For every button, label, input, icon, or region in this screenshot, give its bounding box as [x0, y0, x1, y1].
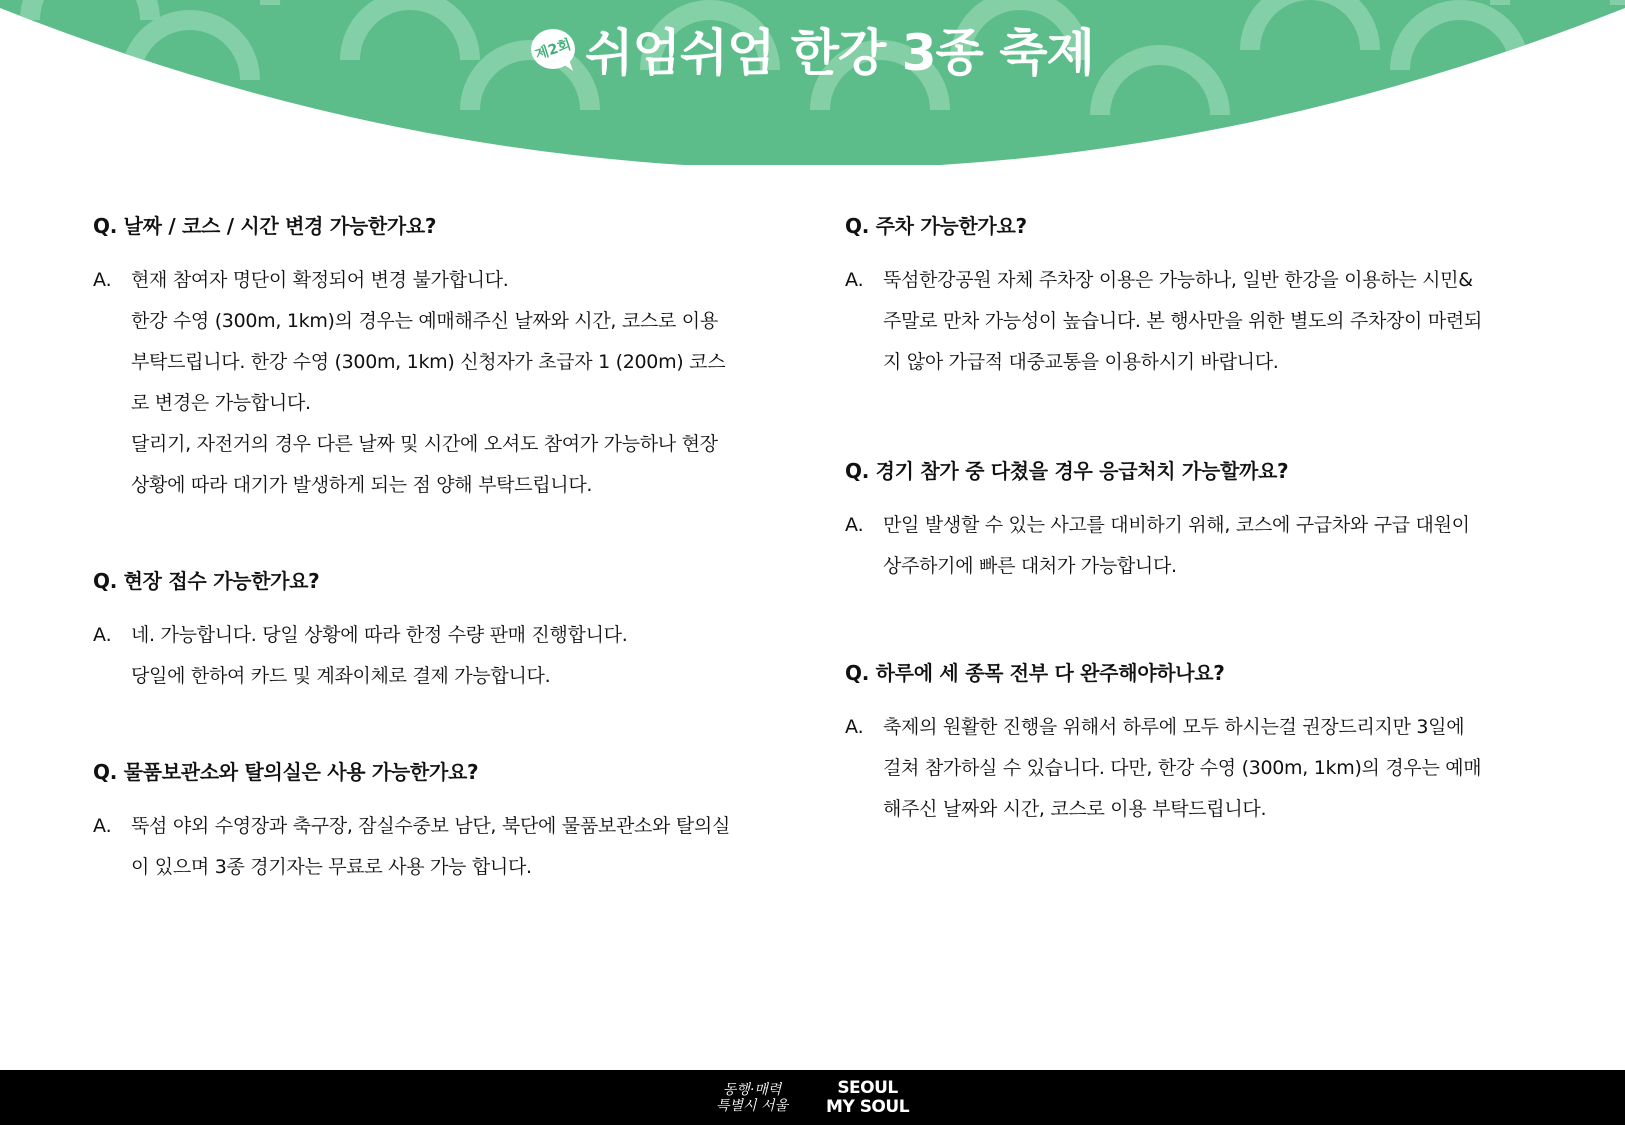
- faq-question: Q. 현장 접수 가능한가요?: [93, 569, 320, 593]
- answer-line: 로 변경은 가능합니다.: [131, 392, 311, 414]
- faq-item: [845, 659, 1545, 830]
- faq-item: [93, 567, 793, 697]
- seoul-slogan-line2: 특별시 서울: [715, 1097, 789, 1114]
- festival-title: [0, 14, 1625, 84]
- faq-answer: [93, 615, 793, 697]
- seoul-my-soul-line1: SEOUL: [837, 1077, 898, 1098]
- festival-title-text: 쉬엄쉬엄 한강 3종 축제: [585, 24, 1094, 82]
- faq-question: Q. 날짜 / 코스 / 시간 변경 가능한가요?: [93, 214, 437, 238]
- answer-line: 상주하기에 빠른 대처가 가능합니다.: [883, 555, 1177, 577]
- answer-line: 당일에 한하여 카드 및 계좌이체로 결제 가능합니다.: [131, 665, 551, 687]
- answer-line: 축제의 원활한 진행을 위해서 하루에 모두 하시는걸 권장드리지만 3일에: [883, 716, 1465, 738]
- seoul-my-soul-logo: [826, 1079, 909, 1117]
- header-banner: [0, 0, 1625, 165]
- answer-line: 해주신 날짜와 시간, 코스로 이용 부탁드립니다.: [883, 798, 1267, 820]
- answer-line: 걸쳐 참가하실 수 있습니다. 다만, 한강 수영 (300m, 1km)의 경우는 예매: [883, 757, 1482, 779]
- answer-line: 달리기, 자전거의 경우 다른 날짜 및 시간에 오셔도 참여가 가능하나 현장: [131, 433, 718, 455]
- footer-bar: [0, 1070, 1625, 1125]
- answer-marker: A.: [93, 269, 112, 291]
- answer-line: 뚝섬한강공원 자체 주차장 이용은 가능하나, 일반 한강을 이용하는 시민&: [883, 269, 1473, 291]
- faq-answer: [93, 806, 793, 888]
- answer-marker: A.: [845, 716, 864, 738]
- faq-item: [93, 212, 793, 506]
- seoul-slogan-logo: [716, 1082, 788, 1114]
- faq-item: [845, 457, 1545, 587]
- answer-line: 이 있으며 3종 경기자는 무료로 사용 가능 합니다.: [131, 856, 532, 878]
- answer-line: 한강 수영 (300m, 1km)의 경우는 예매해주신 날짜와 시간, 코스로 이용: [131, 310, 718, 332]
- answer-line: 만일 발생할 수 있는 사고를 대비하기 위해, 코스에 구급차와 구급 대원이: [883, 514, 1470, 536]
- faq-answer: [845, 707, 1545, 830]
- faq-item: [93, 758, 793, 888]
- answer-marker: A.: [845, 514, 864, 536]
- answer-marker: A.: [845, 269, 864, 291]
- seoul-my-soul-line2: MY SOUL: [826, 1096, 910, 1117]
- edition-badge-text: 제2회: [533, 36, 574, 64]
- answer-line: 뚝섬 야외 수영장과 축구장, 잠실수중보 남단, 북단에 물품보관소와 탈의실: [131, 815, 731, 837]
- answer-marker: A.: [93, 624, 112, 646]
- faq-question: Q. 물품보관소와 탈의실은 사용 가능한가요?: [93, 760, 479, 784]
- faq-question: Q. 경기 참가 중 다쳤을 경우 응급처치 가능할까요?: [845, 459, 1289, 483]
- faq-answer: [845, 260, 1545, 383]
- faq-item: [845, 212, 1545, 383]
- answer-line: 네. 가능합니다. 당일 상황에 따라 한정 수량 판매 진행합니다.: [131, 624, 628, 646]
- faq-answer: [93, 260, 793, 506]
- answer-line: 지 않아 가급적 대중교통을 이용하시기 바랍니다.: [883, 351, 1279, 373]
- answer-line: 현재 참여자 명단이 확정되어 변경 불가합니다.: [131, 269, 509, 291]
- faq-question: Q. 주차 가능한가요?: [845, 214, 1027, 238]
- answer-line: 부탁드립니다. 한강 수영 (300m, 1km) 신청자가 초급자 1 (200m) 코스: [131, 351, 726, 373]
- edition-badge: [531, 29, 577, 73]
- answer-line: 상황에 따라 대기가 발생하게 되는 점 양해 부탁드립니다.: [131, 474, 593, 496]
- faq-answer: [845, 505, 1545, 587]
- answer-marker: A.: [93, 815, 112, 837]
- answer-line: 주말로 만차 가능성이 높습니다. 본 행사만을 위한 별도의 주차장이 마련되: [883, 310, 1483, 332]
- faq-question: Q. 하루에 세 종목 전부 다 완주해야하나요?: [845, 661, 1225, 685]
- seoul-slogan-line1: 동행·매력: [722, 1081, 782, 1098]
